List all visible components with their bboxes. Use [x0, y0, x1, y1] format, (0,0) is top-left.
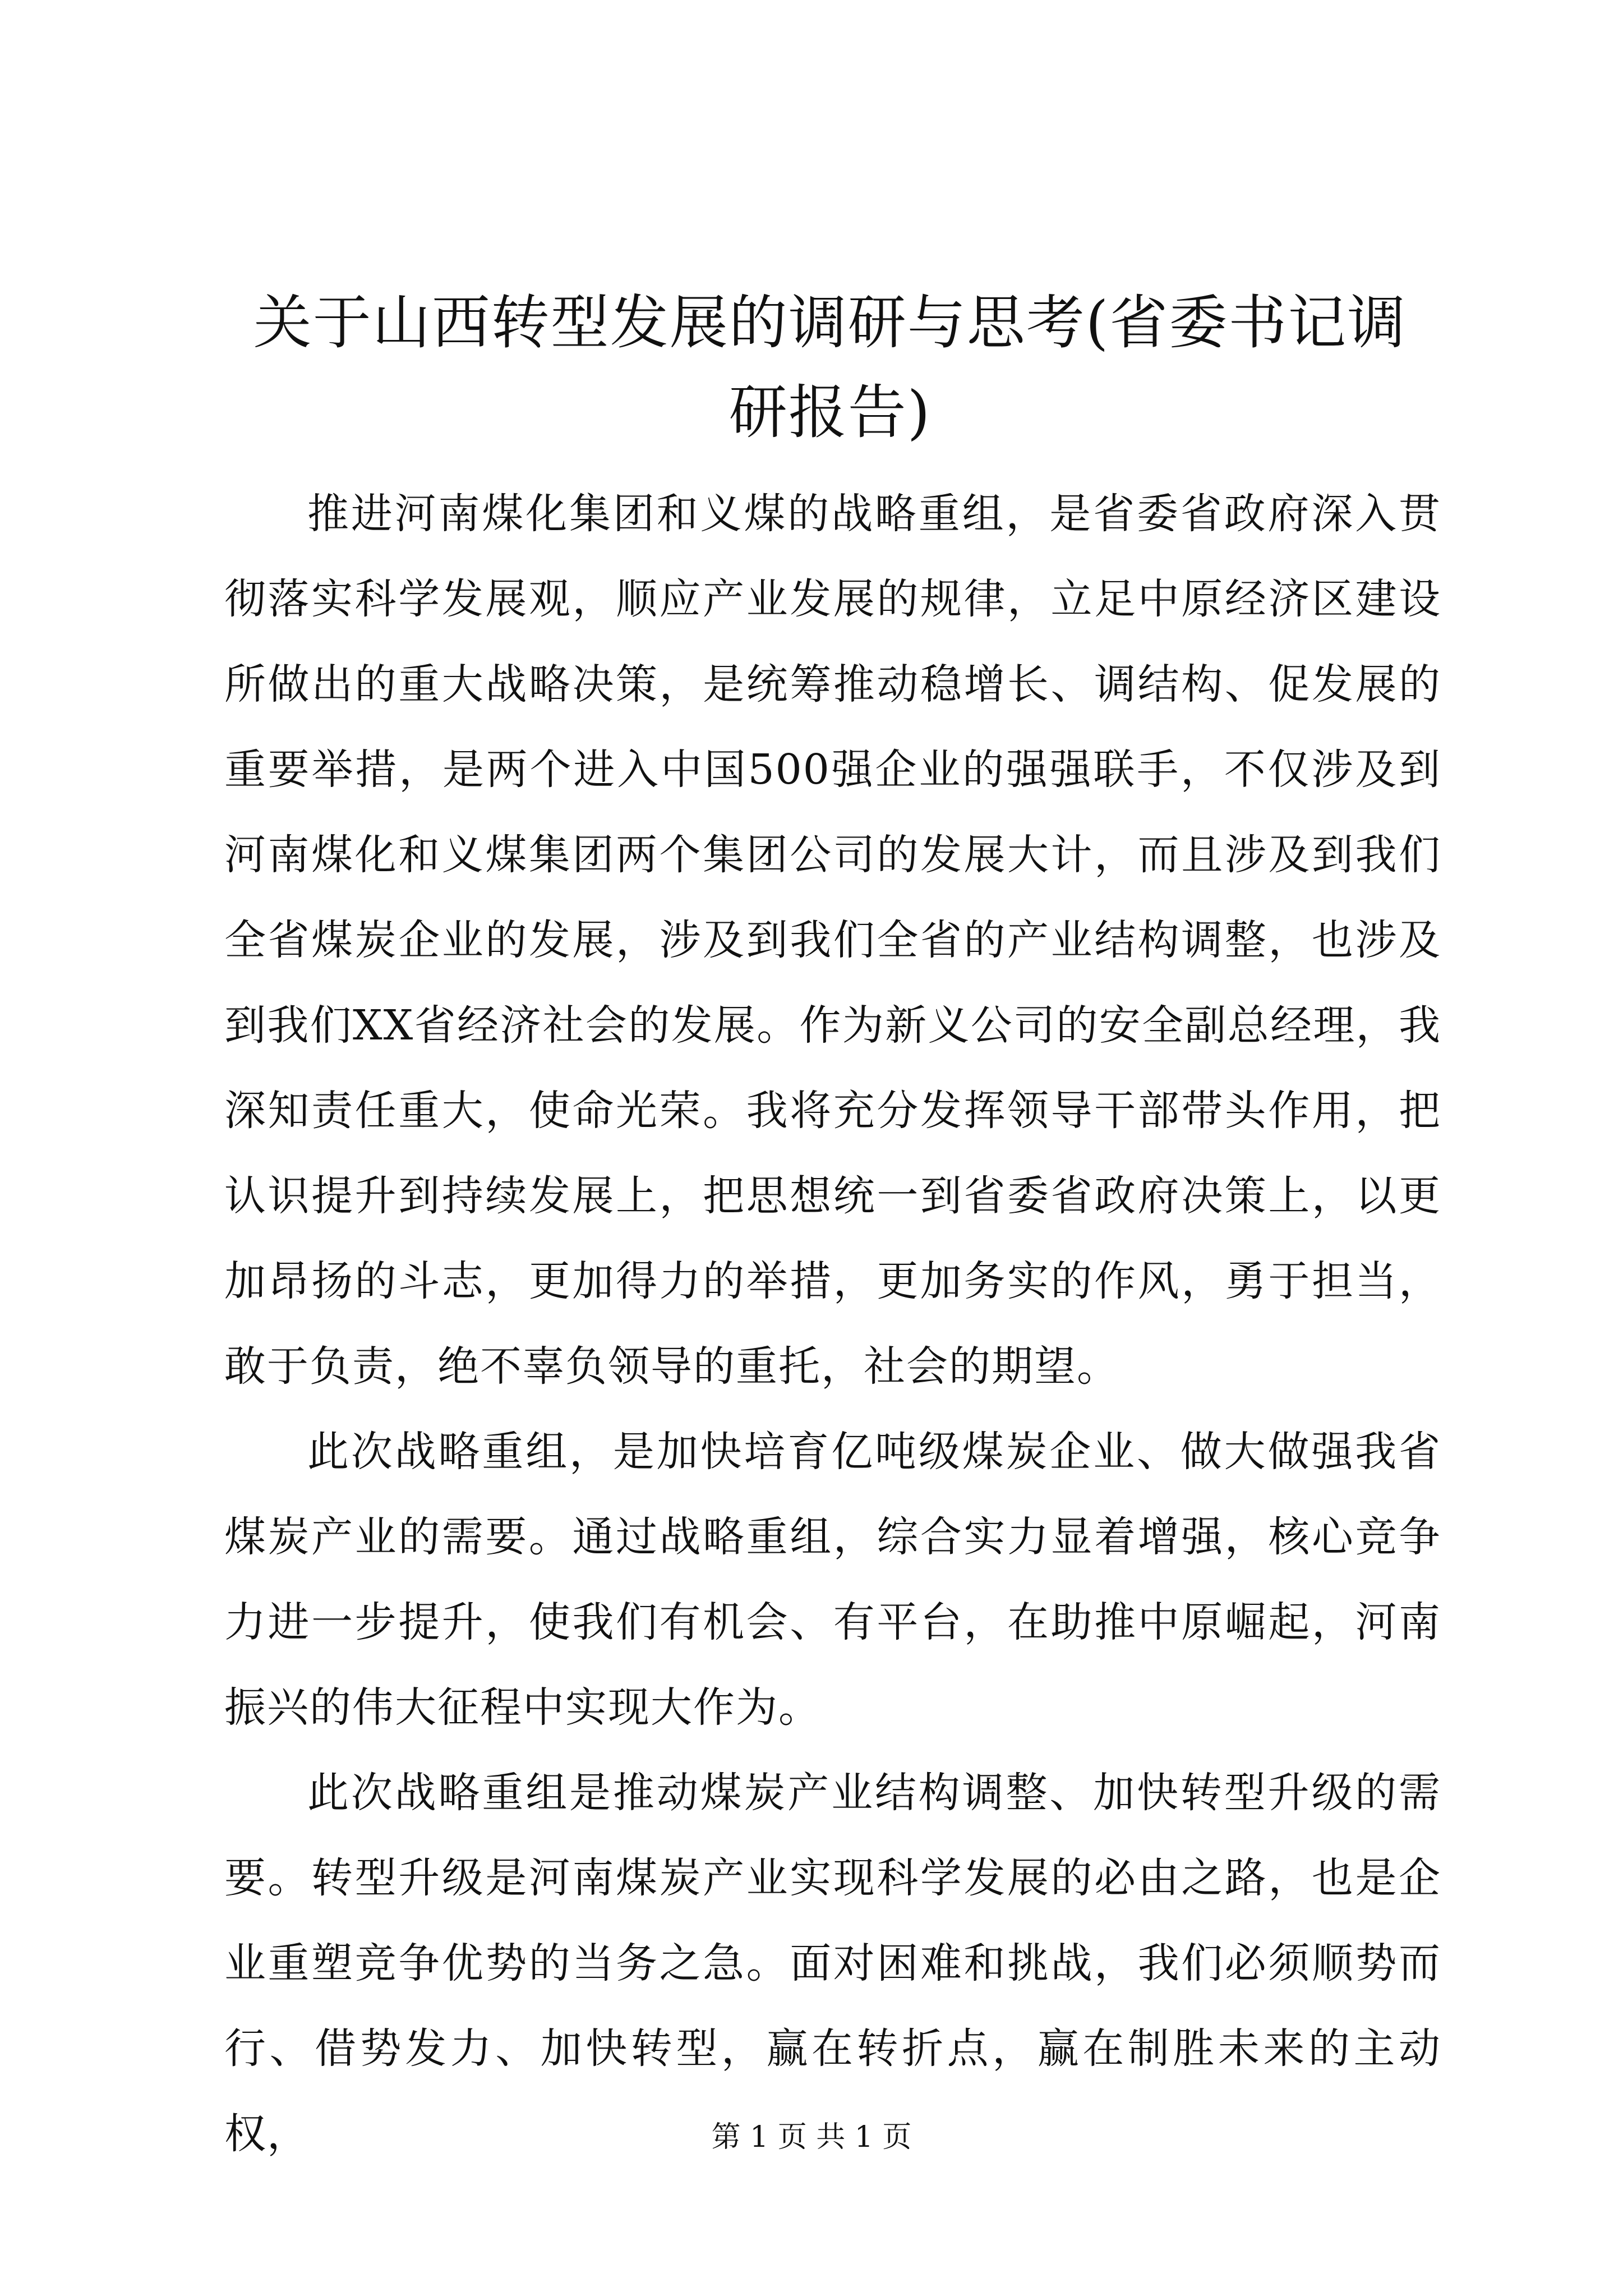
paragraph-3: 此次战略重组是推动煤炭产业结构调整、加快转型升级的需要。转型升级是河南煤炭产业实现科学发展的必由之路，也是企业重塑竞争优势的当务之急。面对困难和挑战，我们必须顺势而行、借势发力、加快转型，赢在转折点，赢在制胜未来的主动权， — [224, 1769, 1441, 2158]
page-footer: 第 1 页 共 1 页 — [711, 2120, 912, 2154]
document-body — [224, 471, 1441, 2177]
document-title: 关于山西转型发展的调研与思考(省委书记调研报告) — [253, 288, 1407, 447]
paragraph-2: 此次战略重组，是加快培育亿吨级煤炭企业、做大做强我省煤炭产业的需要。通过战略重组，综合实力显着增强，核心竞争力进一步提升，使我们有机会、有平台，在助推中原崛起，河南振兴的伟大征程中实现大作为。 — [224, 1428, 1441, 1732]
paragraph-1: 推进河南煤化集团和义煤的战略重组，是省委省政府深入贯彻落实科学发展观，顺应产业发展的规律，立足中原经济区建设所做出的重大战略决策，是统筹推动稳增长、调结构、促发展的重要举措，是两个进入中国500强企业的强强联手，不仅涉及到河南煤化和义煤集团两个集团公司的发展大计，而且涉及到我们全省煤炭企业的发展，涉及到我们全省的产业结构调整，也涉及到我们XX省经济社会的发展。作为新义公司的安全副总经理，我深知责任重大，使命光荣。我将充分发挥领导干部带头作用，把认识提升到持续发展上，把思想统一到省委省政府决策上，以更加昂扬的斗志，更加得力的举措，更加务实的作风，勇于担当，敢于负责，绝不辜负领导的重托，社会的期望。 — [224, 490, 1441, 1391]
